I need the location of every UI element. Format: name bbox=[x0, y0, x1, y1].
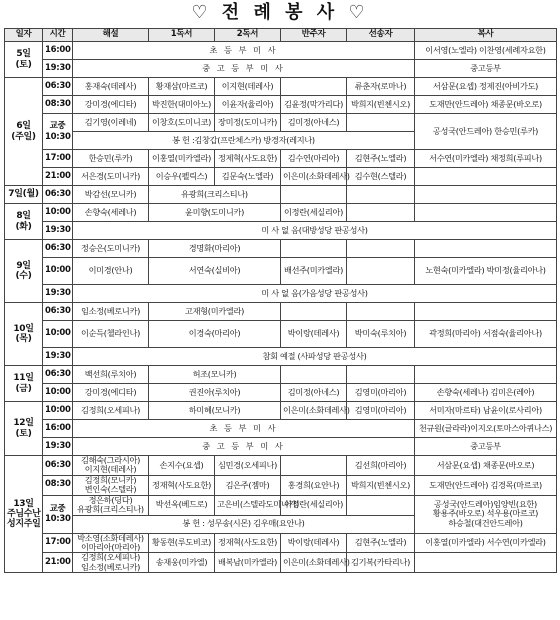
time-cell: 06:30 bbox=[43, 456, 73, 476]
cantor-cell: 박희지(빈첸시오) bbox=[347, 96, 415, 114]
cantor-cell: 박희지(빈첸시오) bbox=[347, 475, 415, 495]
mass-note: 중 고 등 부 미 사 bbox=[73, 60, 415, 78]
time-label: 10:30 bbox=[45, 514, 71, 525]
cantor-cell bbox=[347, 114, 415, 132]
organist-cell bbox=[281, 456, 347, 476]
time-label: 교중 bbox=[49, 503, 66, 514]
reading2-cell: 김은주(젬마) bbox=[215, 475, 281, 495]
time-cell: 10:00 bbox=[43, 204, 73, 222]
day-cell bbox=[5, 240, 43, 303]
server-cell: 서수연(미카엘라) 채정희(루피나) bbox=[415, 150, 557, 168]
table-row bbox=[5, 285, 557, 303]
reading-cell: 이경숙(마리아) bbox=[149, 321, 281, 348]
server-cell: 노현숙(미카엘라) 박미정(율리아나) bbox=[415, 258, 557, 285]
server-cell: 손향숙(세레나) 김미은(레아) bbox=[415, 384, 557, 402]
cantor-cell: 김기복(카타리나) bbox=[347, 553, 415, 573]
table-row bbox=[5, 168, 557, 186]
time-cell: 19:30 bbox=[43, 348, 73, 366]
day-label: 11일 bbox=[13, 373, 34, 384]
dow-label: (토) bbox=[15, 428, 32, 439]
dow-label: (화) bbox=[15, 221, 32, 232]
time-cell: 16:00 bbox=[43, 42, 73, 60]
reading2-cell: 이윤자(율리아) bbox=[215, 96, 281, 114]
day-label: 6일 bbox=[16, 121, 31, 132]
day-cell bbox=[5, 303, 43, 366]
server-cell: 곽정희(마리아) 서점숙(율리아나) bbox=[415, 321, 557, 348]
time-cell: 10:00 bbox=[43, 321, 73, 348]
commentary-cell: 서은경(도미니카) bbox=[73, 168, 149, 186]
organist-cell: 이정란(세실리아) bbox=[281, 204, 347, 222]
name-line: 김해숙(그라시아) bbox=[80, 455, 141, 465]
commentary-cell bbox=[73, 533, 149, 553]
commentary-cell: 백선희(루치아) bbox=[73, 366, 149, 384]
table-row bbox=[5, 475, 557, 495]
day-cell bbox=[5, 366, 43, 402]
time-cell: 16:00 bbox=[43, 420, 73, 438]
reading1-cell: 이승우(펠릭스) bbox=[149, 168, 215, 186]
day-label: 5일 bbox=[16, 49, 31, 60]
mass-note: 미 사 없 음(가음성당 판공성사) bbox=[73, 285, 557, 303]
cantor-cell bbox=[347, 204, 415, 222]
organist-cell bbox=[281, 366, 347, 384]
server-cell: 중고등부 bbox=[415, 60, 557, 78]
time-cell bbox=[43, 495, 73, 533]
commentary-cell bbox=[73, 495, 149, 515]
table-row bbox=[5, 420, 557, 438]
cantor-cell: 김현주(노엘라) bbox=[347, 150, 415, 168]
cantor-cell bbox=[347, 186, 415, 204]
commentary-cell: 김기영(이레네) bbox=[73, 114, 149, 132]
table-row bbox=[5, 222, 557, 240]
organist-cell: 배선주(미카엘라) bbox=[281, 258, 347, 285]
day-label: 성지주일 bbox=[7, 519, 41, 530]
organist-cell: 이은미(소화데레사) bbox=[281, 402, 347, 420]
server-cell: 이서영(노엘라) 이찬영(세례자요한) bbox=[415, 42, 557, 60]
reading-cell: 허조(모니카) bbox=[149, 366, 281, 384]
table-row bbox=[5, 186, 557, 204]
reading1-cell: 박선옥(베드로) bbox=[149, 495, 215, 515]
dow-label: (수) bbox=[15, 271, 32, 281]
reading1-cell: 이홍열(미카엘라) bbox=[149, 150, 215, 168]
time-cell: 17:00 bbox=[43, 533, 73, 553]
mass-note: 참회 예절 (사파성당 판공성사) bbox=[73, 348, 557, 366]
table-row bbox=[5, 303, 557, 321]
table-row bbox=[5, 348, 557, 366]
time-cell: 10:00 bbox=[43, 384, 73, 402]
commentary-cell: 정승은(도미니카) bbox=[73, 240, 149, 258]
time-cell: 19:30 bbox=[43, 285, 73, 303]
organist-cell bbox=[281, 240, 347, 258]
time-cell: 06:30 bbox=[43, 366, 73, 384]
server-cell bbox=[415, 495, 557, 533]
day-cell bbox=[5, 42, 43, 78]
day-cell bbox=[5, 204, 43, 240]
cantor-cell: 박미숙(루치아) bbox=[347, 321, 415, 348]
time-cell: 21:00 bbox=[43, 553, 73, 573]
organist-cell bbox=[281, 78, 347, 96]
name-line: 공성국(안드레아)임양빈(요한) bbox=[434, 498, 537, 509]
cantor-cell: 김선희(마리아) bbox=[347, 456, 415, 476]
name-line: 김정희(모니카) bbox=[84, 474, 137, 485]
server-cell: 천규원(글라라)이지오(토마스아퀴나스) bbox=[415, 420, 557, 438]
table-row bbox=[5, 240, 557, 258]
col-header-server: 복사 bbox=[415, 29, 557, 42]
cantor-cell: 김영미(마리아) bbox=[347, 402, 415, 420]
reading2-cell: 고은비(스텔라도미니카) bbox=[215, 495, 281, 515]
name-line: 유광희(크리스티나) bbox=[77, 504, 144, 515]
day-label: 13일 bbox=[13, 498, 34, 509]
col-header-organist: 반주자 bbox=[281, 29, 347, 42]
cantor-cell bbox=[347, 303, 415, 321]
organist-cell bbox=[281, 303, 347, 321]
commentary-cell: 김정희(오세피나) bbox=[73, 402, 149, 420]
cantor-cell bbox=[347, 240, 415, 258]
commentary-cell: 홍재숙(데레사) bbox=[73, 78, 149, 96]
reading1-cell: 황동현(루도비코) bbox=[149, 533, 215, 553]
commentary-cell: 이미경(안나) bbox=[73, 258, 149, 285]
organist-cell: 이은미(소화데레사) bbox=[281, 553, 347, 573]
reading1-cell: 손지수(요셉) bbox=[149, 456, 215, 476]
offering-note: 봉 헌 :김창갑(프란체스카) 방경자(레지나) bbox=[73, 132, 415, 150]
day-label: 12일 bbox=[13, 418, 34, 429]
organist-cell: 이정란(세실리아) bbox=[281, 495, 347, 515]
organist-cell: 박이랑(데레사) bbox=[281, 533, 347, 553]
cantor-cell: 류춘자(로마나) bbox=[347, 78, 415, 96]
commentary-cell bbox=[73, 475, 149, 495]
reading-cell: 권진아(루치아) bbox=[149, 384, 281, 402]
commentary-cell: 강미경(에디타) bbox=[73, 96, 149, 114]
commentary-cell: 한승민(루카) bbox=[73, 150, 149, 168]
table-row bbox=[5, 495, 557, 515]
reading2-cell: 이지현(데레사) bbox=[215, 78, 281, 96]
name-line: 김정희(오세피나) bbox=[80, 552, 141, 563]
organist-cell: 홍경희(요안나) bbox=[281, 475, 347, 495]
name-line: 황용주(바오로) 석우용(마르코) bbox=[432, 508, 539, 519]
server-cell bbox=[415, 240, 557, 258]
table-row bbox=[5, 456, 557, 476]
table-row bbox=[5, 321, 557, 348]
day-cell: 7일(월) bbox=[5, 186, 43, 204]
cantor-cell bbox=[347, 258, 415, 285]
table-row bbox=[5, 533, 557, 553]
organist-cell: 김미정(아네스) bbox=[281, 384, 347, 402]
server-cell: 도재만(안드레아) 채종문(바오로) bbox=[415, 96, 557, 114]
page-title: ♡ 전 례 봉 사 ♡ bbox=[191, 2, 369, 23]
cantor-cell bbox=[347, 495, 415, 515]
commentary-cell bbox=[73, 553, 149, 573]
reading2-cell: 배복남(미카엘라) bbox=[215, 553, 281, 573]
server-cell: 서미자(마르타) 남윤이(로사리아) bbox=[415, 402, 557, 420]
table-row bbox=[5, 204, 557, 222]
day-cell bbox=[5, 78, 43, 186]
reading2-cell: 정재혁(사도요한) bbox=[215, 533, 281, 553]
day-label: 10일 bbox=[13, 323, 34, 334]
name-line: 임소정(베로니카) bbox=[80, 561, 141, 572]
reading-cell: 하미혜(모니카) bbox=[149, 402, 281, 420]
dow-label: (목) bbox=[15, 334, 32, 344]
time-label: 교중 bbox=[49, 121, 66, 132]
mass-note: 초 등 부 미 사 bbox=[73, 42, 415, 60]
commentary-cell: 이순득(첼라인나) bbox=[73, 321, 149, 348]
table-row bbox=[5, 114, 557, 132]
time-cell: 10:00 bbox=[43, 258, 73, 285]
day-cell bbox=[5, 456, 43, 573]
day-label: 주님수난 bbox=[7, 508, 41, 519]
time-label: 10:30 bbox=[45, 131, 71, 142]
server-cell bbox=[415, 303, 557, 321]
time-cell: 06:30 bbox=[43, 78, 73, 96]
mass-note: 미 사 없 음(대방성당 판공성사) bbox=[73, 222, 557, 240]
name-line: 하승철(대건안드레아) bbox=[448, 517, 523, 528]
reading2-cell: 정제혁(사도요한) bbox=[215, 150, 281, 168]
server-cell: 도재만(안드레아) 김경목(마르코) bbox=[415, 475, 557, 495]
server-cell bbox=[415, 553, 557, 573]
reading1-cell: 정재혁(사도요한) bbox=[149, 475, 215, 495]
table-row bbox=[5, 78, 557, 96]
time-cell: 10:00 bbox=[43, 402, 73, 420]
cantor-cell: 김수현(스텔라) bbox=[347, 168, 415, 186]
dow-label: (주일) bbox=[11, 131, 36, 142]
organist-cell bbox=[281, 186, 347, 204]
time-cell: 19:30 bbox=[43, 438, 73, 456]
time-cell: 06:30 bbox=[43, 303, 73, 321]
table-row bbox=[5, 42, 557, 60]
name-line: 변인숙(스텔라) bbox=[84, 484, 137, 495]
commentary-cell: 강미경(에디타) bbox=[73, 384, 149, 402]
col-header-date: 일자 bbox=[5, 29, 43, 42]
offering-note: 봉 헌 : 성무송(시몬) 김우매(요안나) bbox=[73, 515, 415, 533]
day-label: 8일 bbox=[16, 211, 31, 222]
server-cell: 공성국(안드레아) 한승민(루카) bbox=[415, 114, 557, 150]
day-label: 9일 bbox=[16, 260, 31, 271]
name-line: 이마리아(마리아) bbox=[80, 541, 141, 552]
reading-cell: 서연숙(실비아) bbox=[149, 258, 281, 285]
reading-cell: 경명화(마리아) bbox=[149, 240, 281, 258]
name-line: 박소영(소화데레사) bbox=[77, 532, 144, 543]
reading2-cell: 장미정(도미니카) bbox=[215, 114, 281, 132]
col-header-commentary: 해설 bbox=[73, 29, 149, 42]
time-cell: 17:00 bbox=[43, 150, 73, 168]
col-header-time: 시간 bbox=[43, 29, 73, 42]
table-row bbox=[5, 366, 557, 384]
table-row bbox=[5, 438, 557, 456]
name-line: 정은하(딩다) bbox=[88, 494, 133, 505]
header-row bbox=[5, 29, 557, 42]
dow-label: (금) bbox=[15, 383, 32, 394]
table-row bbox=[5, 258, 557, 285]
cantor-cell: 김현주(노엘라) bbox=[347, 533, 415, 553]
table-row bbox=[5, 384, 557, 402]
commentary-cell bbox=[73, 456, 149, 476]
mass-note: 초 등 부 미 사 bbox=[73, 420, 415, 438]
col-header-reading2: 2독서 bbox=[215, 29, 281, 42]
organist-cell: 박이랑(데레사) bbox=[281, 321, 347, 348]
cantor-cell: 김영미(마리아) bbox=[347, 384, 415, 402]
reading-cell: 고재형(미카엘라) bbox=[149, 303, 281, 321]
cantor-cell bbox=[347, 366, 415, 384]
col-header-cantor: 선송자 bbox=[347, 29, 415, 42]
server-cell bbox=[415, 204, 557, 222]
table-row bbox=[5, 60, 557, 78]
server-cell bbox=[415, 168, 557, 186]
time-cell: 19:30 bbox=[43, 60, 73, 78]
time-cell bbox=[43, 114, 73, 150]
server-cell: 중고등부 bbox=[415, 438, 557, 456]
commentary-cell: 손향숙(세레나) bbox=[73, 204, 149, 222]
server-cell: 서삼문(요셉) 정제진(아비가도) bbox=[415, 78, 557, 96]
liturgy-schedule-table bbox=[4, 28, 557, 573]
time-cell: 08:30 bbox=[43, 475, 73, 495]
table-row bbox=[5, 402, 557, 420]
time-cell: 19:30 bbox=[43, 222, 73, 240]
organist-cell: 김미정(아네스) bbox=[281, 114, 347, 132]
col-header-reading1: 1독서 bbox=[149, 29, 215, 42]
mass-note: 중 고 등 부 미 사 bbox=[73, 438, 415, 456]
time-cell: 08:30 bbox=[43, 96, 73, 114]
reading1-cell: 송재웅(미카엘) bbox=[149, 553, 215, 573]
time-cell: 06:30 bbox=[43, 186, 73, 204]
server-cell: 이홍열(미카엘라) 서수연(미카엘라) bbox=[415, 533, 557, 553]
reading-cell: 유광희(크리스티나) bbox=[149, 186, 281, 204]
table-row bbox=[5, 96, 557, 114]
dow-label: (토) bbox=[15, 59, 32, 70]
time-cell: 06:30 bbox=[43, 240, 73, 258]
organist-cell: 이은미(소화데레사) bbox=[281, 168, 347, 186]
reading1-cell: 황재삼(마르코) bbox=[149, 78, 215, 96]
reading2-cell: 심민경(오세피나) bbox=[215, 456, 281, 476]
time-cell: 21:00 bbox=[43, 168, 73, 186]
reading2-cell: 김문숙(노엘라) bbox=[215, 168, 281, 186]
server-cell bbox=[415, 186, 557, 204]
name-line: 이지현(데레사) bbox=[84, 464, 137, 475]
reading1-cell: 이창호(도미니코) bbox=[149, 114, 215, 132]
server-cell bbox=[415, 366, 557, 384]
organist-cell: 김윤정(막가리다) bbox=[281, 96, 347, 114]
reading1-cell: 박진한(대미아노) bbox=[149, 96, 215, 114]
commentary-cell: 임소정(베로니카) bbox=[73, 303, 149, 321]
day-cell bbox=[5, 402, 43, 456]
table-row bbox=[5, 150, 557, 168]
server-cell: 서삼문(요셉) 채종문(바오로) bbox=[415, 456, 557, 476]
commentary-cell: 박감선(모니카) bbox=[73, 186, 149, 204]
reading-cell: 윤미향(도미니카) bbox=[149, 204, 281, 222]
table-row bbox=[5, 553, 557, 573]
organist-cell: 김수연(마리아) bbox=[281, 150, 347, 168]
